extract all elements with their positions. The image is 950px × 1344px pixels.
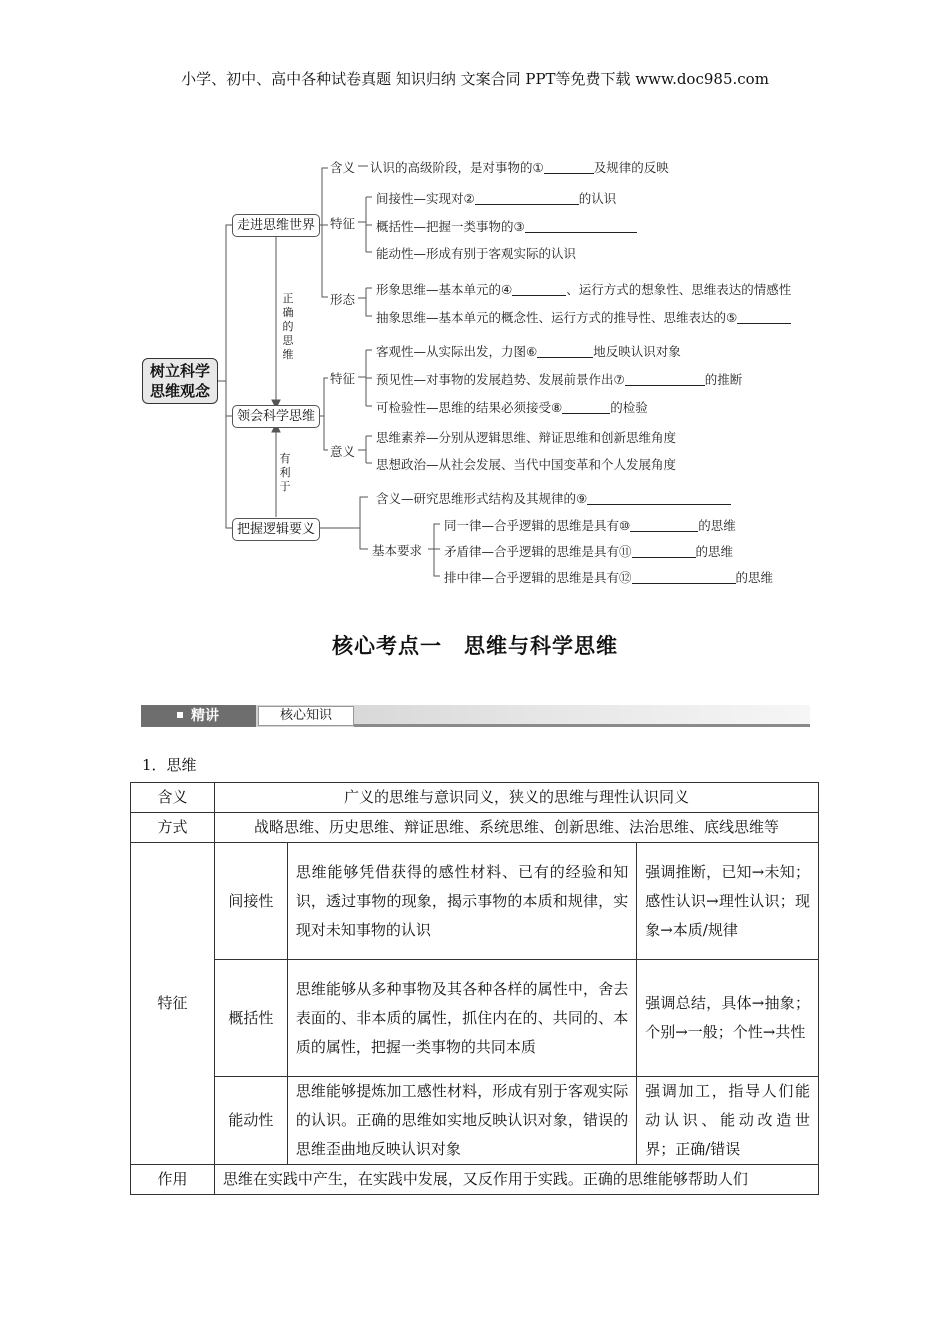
world-form-item: 抽象思维—基本单元的概念性、运行方式的推导性、思维表达的⑤	[376, 308, 791, 326]
table-row	[131, 960, 819, 1077]
row-text: 思维在实践中产生，在实践中发展，又反作用于实践。正确的思维能够帮助人们	[214, 1165, 818, 1195]
mindmap-node-sci: 领会科学思维	[232, 405, 320, 428]
feature-name: 概括性	[214, 960, 287, 1077]
sci-meaning-item: 思维素养—分别从逻辑思维、辩证思维和创新思维角度	[376, 430, 677, 445]
answer-blank[interactable]	[562, 400, 610, 414]
sci-feature-item: 客观性—从实际出发，力图⑥ 地反映认识对象	[376, 344, 681, 359]
banner-underline	[354, 724, 810, 727]
mindmap-connectors	[0, 0, 950, 600]
site-header: 小学、初中、高中各种试卷真题 知识归纳 文案合同 PPT等免费下载 www.doc985.com	[181, 70, 769, 88]
world-feature-item: 间接性—实现对② 的认识	[376, 191, 617, 206]
sci-meaning-label: 意义	[330, 444, 356, 459]
row-text: 战略思维、历史思维、辩证思维、系统思维、创新思维、法治思维、底线思维等	[214, 813, 818, 843]
feature-note: 强调加工，指导人们能动认识、能动改造世界；正确/错误	[637, 1077, 819, 1165]
world-meaning-text: 认识的高级阶段，是对事物的① 及规律的反映	[370, 160, 669, 175]
world-feature-label: 特征	[330, 216, 356, 231]
answer-blank[interactable]	[625, 372, 705, 386]
answer-blank[interactable]	[537, 344, 593, 358]
mindmap-root	[142, 358, 218, 404]
answer-blank[interactable]	[630, 518, 698, 532]
row-label: 作用	[131, 1165, 215, 1195]
row-label: 方式	[131, 813, 215, 843]
answer-blank[interactable]	[544, 160, 594, 174]
sci-meaning-item: 思想政治—从社会发展、当代中国变革和个人发展角度	[376, 457, 677, 472]
answer-blank[interactable]	[525, 219, 637, 233]
logic-requirements-label: 基本要求	[372, 543, 423, 558]
answer-blank[interactable]	[632, 544, 696, 558]
banner-right: 核心知识	[258, 706, 354, 726]
feature-note: 强调推断，已知→未知；感性认识→理性认识；现象→本质/规律	[637, 843, 819, 960]
feature-desc: 思维能够凭借获得的感性材料、已有的经验和知识，透过事物的现象，揭示事物的本质和规律，实现对未知事物的认识	[287, 843, 636, 960]
connector-label-correct: 正 确 的 思 维	[282, 292, 294, 361]
answer-blank[interactable]	[587, 491, 731, 505]
section-banner	[141, 705, 810, 727]
table-row	[131, 783, 819, 813]
logic-requirement-item: 排中律—合乎逻辑的思维是具有⑫ 的思维	[444, 570, 774, 585]
table-row	[131, 1165, 819, 1195]
row-label: 含义	[131, 783, 215, 813]
feature-desc: 思维能够提炼加工感性材料，形成有别于客观实际的认识。正确的思维如实地反映认识对象，错误的思维歪曲地反映认识对象	[287, 1077, 636, 1165]
table-row	[131, 1077, 819, 1165]
knowledge-table	[130, 782, 819, 1195]
table-row	[131, 843, 819, 960]
connector-label-benefit: 有 利 于	[279, 452, 291, 493]
logic-requirement-item: 同一律—合乎逻辑的思维是具有⑩ 的思维	[444, 518, 736, 533]
item-heading: 1．思维	[142, 756, 197, 774]
mindmap-node-world: 走进思维世界	[232, 214, 320, 237]
answer-blank[interactable]	[632, 570, 736, 584]
logic-meaning: 含义—研究思维形式结构及其规律的⑨	[376, 489, 731, 507]
feature-note: 强调总结，具体→抽象；个别→一般；个性→共性	[637, 960, 819, 1077]
mindmap-node-logic: 把握逻辑要义	[232, 518, 320, 541]
banner-left: 精讲	[141, 705, 256, 727]
sci-feature-label: 特征	[330, 371, 356, 386]
logic-requirement-item: 矛盾律—合乎逻辑的思维是具有⑪ 的思维	[444, 544, 734, 559]
sci-feature-item: 预见性—对事物的发展趋势、发展前景作出⑦ 的推断	[376, 372, 743, 387]
world-form-label: 形态	[330, 292, 356, 307]
world-feature-item: 概括性—把握一类事物的③	[376, 217, 637, 235]
section-title: 核心考点一 思维与科学思维	[332, 633, 618, 658]
world-meaning-label: 含义	[330, 160, 356, 175]
feature-desc: 思维能够从多种事物及其各种各样的属性中，舍去表面的、非本质的属性，抓住内在的、共同的、本质的属性，把握一类事物的共同本质	[287, 960, 636, 1077]
row-label: 特征	[131, 843, 215, 1165]
feature-name: 能动性	[214, 1077, 287, 1165]
feature-name: 间接性	[214, 843, 287, 960]
mindmap-root-line1: 树立科学	[149, 362, 210, 380]
answer-blank[interactable]	[475, 191, 579, 205]
square-bullet-icon	[177, 712, 183, 718]
mindmap-root-line2: 思维观念	[149, 382, 210, 400]
world-form-item: 形象思维—基本单元的④ 、运行方式的想象性、思维表达的情感性	[376, 282, 792, 297]
answer-blank[interactable]	[512, 282, 566, 296]
answer-blank[interactable]	[737, 310, 791, 324]
sci-feature-item: 可检验性—思维的结果必须接受⑧ 的检验	[376, 400, 648, 415]
world-feature-item: 能动性—形成有别于客观实际的认识	[376, 246, 577, 261]
table-row	[131, 813, 819, 843]
row-text: 广义的思维与意识同义，狭义的思维与理性认识同义	[214, 783, 818, 813]
